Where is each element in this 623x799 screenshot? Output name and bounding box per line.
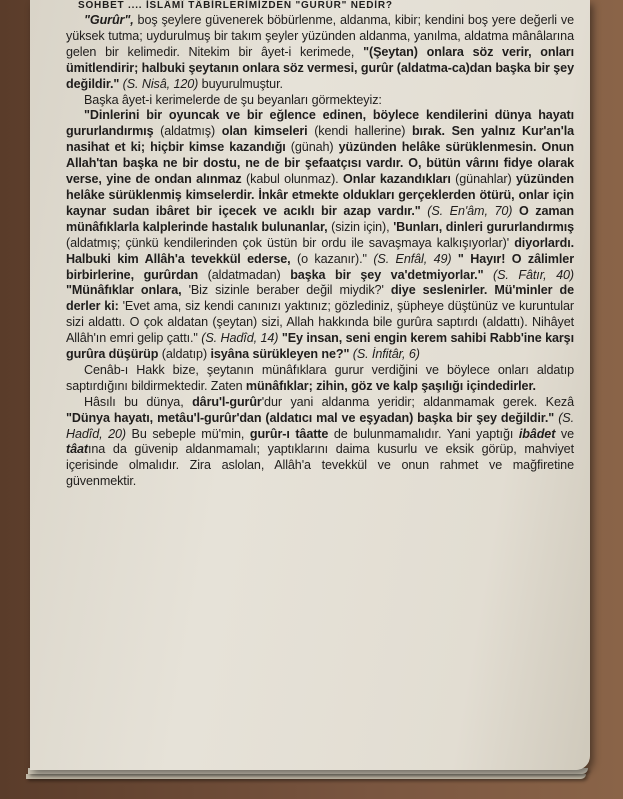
text-segment: buyurulmuştur. [198, 76, 283, 91]
text-segment: (aldatmış; çünkü kendilerinden çok üstün bir ordu ile savaşmaya kalkışıyorlar)' [66, 235, 515, 250]
page-body [66, 13, 574, 490]
text-segment: tâat [66, 442, 88, 457]
text-segment: 'Evet ama, siz kendi canınızı yaktınız; gözlediniz, şüpheye düştünüz ve kuruntular sizi aldattı. O çok aldatan (şeytan) sizi, Allah hakkında bile gurûra saptırdı (aldattı). Nihâyet Allâh'ın emri gelip çattı." [66, 299, 574, 346]
text-segment: başka bir şey va'detmiyorlar." [290, 267, 484, 282]
text-segment: (aldatmış) [153, 124, 222, 139]
text-segment: (S. Hadîd, 20) [66, 410, 574, 441]
text-segment: Onlar kazandıkları [343, 172, 451, 187]
text-segment: (kendi hallerine) [307, 124, 412, 139]
text-segment: boş şeylere güvenerek böbürlenme, aldanma, kibir; kendini boş yere değerli ve yüksek tutma; uydurulmuş bir takım şeyler yüzünden aldanma, yanılma, aldatma mânâlarına gelen bir kelimedir. Nitekim bir âyet-i kerimede, [66, 13, 574, 59]
text-segment: "Ey insan, seni engin kerem sahibi Rabb'ine karşı gurûra düşürüp [66, 331, 574, 362]
text-segment: (sizin için), [327, 219, 394, 234]
text-segment: "Dünya hayatı, metâu'l-gurûr'dan (aldatıcı mal ve eşyadan) başka bir şey değildir." [66, 410, 555, 425]
text-segment: "Münâfıklar onlara, [66, 283, 182, 298]
text-segment: gurûr-ı tâatte [249, 426, 329, 441]
page-content [66, 0, 574, 490]
paragraph [66, 93, 574, 109]
text-segment: (S. Hadîd, 14) [201, 331, 279, 346]
text-segment: yüzünden helâke sürüklenmiş kimselerdir. İnkâr etmekte oldukları gerçeklerden ötürü, onlar için kaynar sudan ibâret bir içecek ve acıklı bir azap vardır." [66, 172, 574, 218]
text-segment: Başka âyet-i kerimelerde de şu beyanları görmekteyiz: [84, 92, 382, 107]
text-segment: diye seslenirler. Mü'minler de derler ki: [66, 283, 574, 314]
text-segment: 'dur yani aldanma yeridir; aldanmamak gerek. Kezâ [261, 394, 574, 409]
text-segment: Bu sebeple mü'min, [125, 426, 250, 441]
text-segment: yüzünden helâke sürüklenmesin. Onun Allah'tan başka ne bir dostu, ne de bir şefaatçısı vardır. O, bütün vârını fidye olarak verse, yine de ondan alınmaz [66, 140, 574, 187]
text-segment: ına da güvenip aldanmamalı; yaptıklarını daima kusurlu ve eksik görüp, mahviyet içerisinde olmalıdır. Zira aslolan, Allâh'a tevekkül ve onun rahmet ve mağfiretine güvenmektir. [66, 442, 574, 489]
text-segment: ibâdet [518, 426, 556, 441]
text-segment: (o kazanır)." [290, 251, 374, 266]
text-segment: (S. İnfitâr, 6) [349, 347, 420, 362]
text-segment: bırak. Sen yalnız Kur'an'la nasihat et ki; hiçbir kimse kazandığı [66, 124, 575, 155]
text-segment: Hâsılı bu dünya, [84, 394, 193, 409]
text-segment: isyâna sürükleyen ne?" [210, 347, 350, 362]
text-segment: (S. Fâtır, 40) [483, 267, 574, 282]
paragraph [66, 395, 574, 490]
text-segment: de bulunmamalıdır. Yani yaptığı [328, 426, 519, 441]
paragraph [66, 363, 574, 395]
running-header: SOHBET .... İSLÂMÎ TÂBİRLERİMİZDEN "GURÛR" NEDİR? [78, 0, 393, 11]
text-segment: "Gurûr", [84, 13, 134, 27]
text-segment: (günahlar) [450, 172, 517, 187]
text-segment: ve [555, 426, 574, 441]
text-segment: dâru'l-gurûr [192, 394, 262, 409]
text-segment: O zaman münâfıklarla kalplerinde hastalık bulunanlar, [66, 203, 574, 234]
text-segment: "(Şeytan) onlara söz verir, onları ümitlendirir; halbuki şeytanın onlara söz vermesi, gurûr (aldatma-ca)dan başka bir şey değildir." [66, 44, 575, 91]
text-segment: (aldatmadan) [198, 267, 291, 282]
text-segment: münâfıklar; zihin, göz ve kalp şaşılığı içindedirler. [245, 378, 536, 393]
text-segment: " Hayır! O zâlimler birbirlerine, gurûrdan [66, 251, 574, 282]
text-segment: (S. Nisâ, 120) [119, 76, 199, 91]
paragraph [66, 13, 574, 93]
page-stack-edge [26, 774, 586, 779]
text-segment: (S. Enfâl, 49) [373, 251, 452, 266]
text-segment: (aldatıp) [158, 347, 211, 362]
book-page [30, 0, 590, 770]
text-segment: 'Biz sizinle beraber değil miydik?' [181, 283, 391, 298]
text-segment: 'Bunları, dinleri gururlandırmış [393, 219, 574, 234]
text-segment: (kabul olunmaz). [241, 172, 343, 187]
text-segment: olan kimseleri [221, 124, 308, 139]
text-segment: diyorlardı. Halbuki kim Allâh'a tevekkül ederse, [66, 235, 574, 266]
text-segment: (günah) [285, 140, 339, 155]
text-segment: Cenâb-ı Hakk bize, şeytanın münâfıklara gurur verdiğini ve böylece onları aldatıp saptırdığını bildirmektedir. Zaten [66, 362, 574, 393]
paragraph [66, 108, 574, 363]
text-segment: (S. En'âm, 70) [420, 203, 519, 218]
text-segment: "Dinlerini bir oyuncak ve bir eğlence edinen, böylece kendilerini dünya hayatı gururlandırmış [66, 108, 574, 139]
